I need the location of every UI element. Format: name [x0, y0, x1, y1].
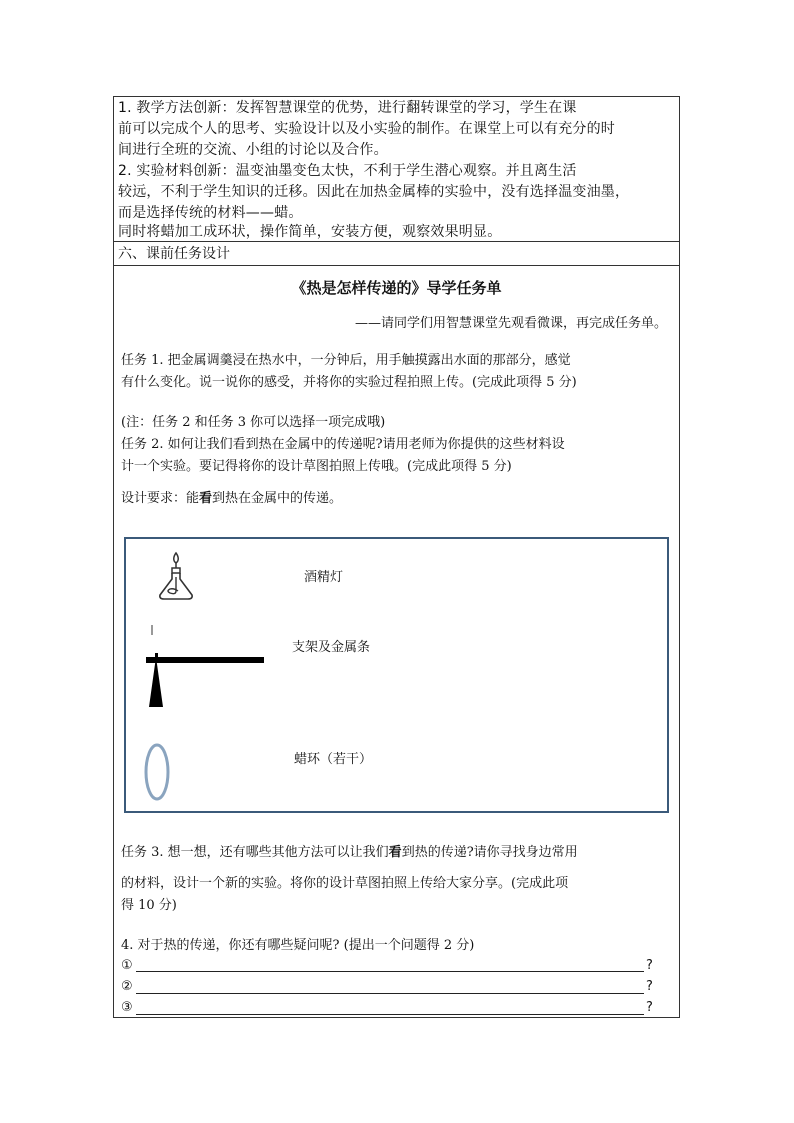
answer-line-1[interactable] [136, 971, 644, 972]
innovation-section [114, 97, 679, 242]
task3-prefix: 任务 3. 想一想，还有哪些其他方法可以让我们 [121, 845, 389, 860]
task1-line: 有什么变化。说一说你的感受，并将你的实验过程拍照上传。(完成此项得 5 分) [121, 375, 577, 390]
task3-line: 的材料，设计一个新的实验。将你的设计草图拍照上传给大家分享。(完成此项 [121, 876, 569, 891]
wax-ring-icon [142, 741, 172, 803]
task4-line: 4. 对于热的传递，你还有哪些疑问呢? (提出一个问题得 2 分) [121, 938, 475, 953]
blank-end: ? [646, 1000, 653, 1015]
blank-end: ? [646, 958, 653, 973]
task3-line [121, 843, 578, 863]
materials-box [124, 537, 669, 813]
blank-marker: ① [121, 958, 133, 973]
task-note: (注：任务 2 和任务 3 你可以选择一项完成哦) [121, 415, 386, 430]
task3-line: 得 10 分) [121, 898, 177, 913]
task1-line: 任务 1. 把金属调羹浸在热水中，一分钟后，用手触摸露出水面的那部分，感觉 [121, 353, 571, 368]
ring-label: 蜡环（若干） [294, 752, 373, 767]
intro-line: 前可以完成个人的思考、实验设计以及小实验的制作。在课堂上可以有充分的时 [118, 121, 615, 137]
answer-line-3[interactable] [136, 1014, 644, 1015]
blank-marker: ③ [121, 1000, 133, 1015]
task3-emphasis: 看 [388, 845, 402, 860]
document-table [113, 96, 680, 1018]
section-title: 六、课前任务设计 [118, 246, 230, 262]
stand-label: 支架及金属条 [292, 640, 371, 655]
blank-marker: ② [121, 979, 133, 994]
task2-line: 计一个实验。要记得将你的设计草图拍照上传哦。(完成此项得 5 分) [121, 459, 512, 474]
design-req-suffix: 到热在金属中的传递。 [212, 491, 343, 506]
stand-and-metal-strip-icon [144, 625, 268, 709]
intro-line: 1. 教学方法创新：发挥智慧课堂的优势，进行翻转课堂的学习，学生在课 [118, 100, 577, 116]
intro-line: 2. 实验材料创新：温变油墨变色太快，不利于学生潜心观察。并且离生活 [118, 163, 577, 179]
design-requirement [121, 489, 342, 509]
intro-line: 而是选择传统的材料——蜡。 [118, 205, 303, 221]
worksheet-subtitle: ——请同学们用智慧课堂先观看微课，再完成任务单。 [354, 316, 667, 331]
lamp-label: 酒精灯 [304, 570, 344, 585]
design-req-emphasis: 看 [199, 491, 213, 506]
intro-line: 间进行全班的交流、小组的讨论以及合作。 [118, 142, 388, 158]
intro-line: 较远，不利于学生知识的迁移。因此在加热金属棒的实验中，没有选择温变油墨， [118, 184, 630, 200]
answer-line-2[interactable] [136, 993, 644, 994]
task3-suffix: 到热的传递?请你寻找身边常用 [401, 845, 578, 860]
worksheet-title: 《热是怎样传递的》导学任务单 [291, 279, 502, 297]
alcohol-lamp-icon [154, 551, 198, 605]
design-req-prefix: 设计要求：能 [121, 491, 200, 506]
blank-end: ? [646, 979, 653, 994]
intro-line: 同时将蜡加工成环状，操作简单，安装方便，观察效果明显。 [118, 224, 502, 240]
task2-line: 任务 2. 如何让我们看到热在金属中的传递呢?请用老师为你提供的这些材料设 [121, 437, 565, 452]
section-header-row [114, 242, 679, 266]
